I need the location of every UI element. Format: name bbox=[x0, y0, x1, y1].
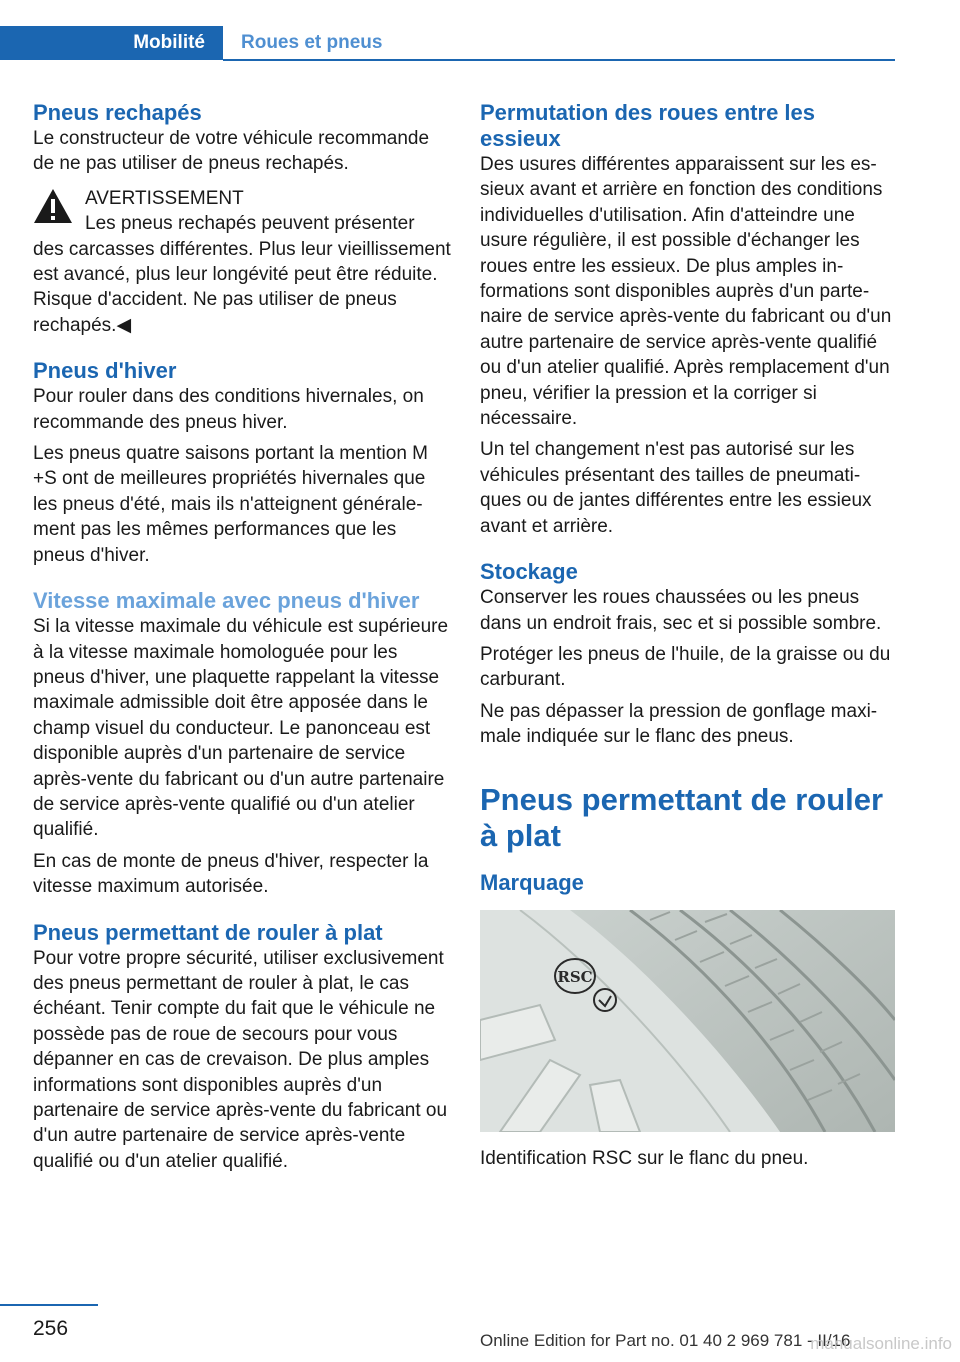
svg-text:RSC: RSC bbox=[557, 967, 593, 986]
heading-marquage: Marquage bbox=[480, 869, 584, 895]
left-column bbox=[33, 100, 451, 1174]
warning-triangle-icon bbox=[33, 188, 73, 224]
heading-rouler-a-plat: Pneus permettant de rouler à plat bbox=[33, 919, 383, 945]
heading-main-rouler-a-plat: Pneus permettant de rouler à plat bbox=[480, 781, 884, 853]
paragraph: Si la vitesse maximale du véhicule est supérieure à la vitesse maximale homologuée pour les pneus d'hiver, une plaquette rappelant la vitesse maximale admissible doit être apposée dans le champ visuel du conducteur. Le panonceau est disponible auprès d'un partenaire de service après-vente du fabricant ou d'un autre partenaire de service après-vente qualifié ou d'un atelier qualifié. bbox=[33, 616, 449, 841]
header-rule bbox=[223, 59, 895, 61]
paragraph: Conserver les roues chaussées ou les pneus dans un endroit frais, sec et si possible sombre. bbox=[480, 587, 882, 634]
warning-block bbox=[33, 186, 451, 338]
paragraph: Les pneus quatre saisons portant la mention M +S ont de meilleures propriétés hivernales que les pneus d'été, mais ils n'atteignent généralement pas les mêmes performances que les pneus d'hiver. bbox=[33, 443, 429, 566]
paragraph: Pour rouler dans des conditions hivernales, on recommande des pneus hiver. bbox=[33, 386, 424, 433]
heading-pneus-rechapes: Pneus rechapés bbox=[33, 100, 202, 125]
right-column bbox=[480, 100, 895, 1171]
heading-permutation: Permutation des roues entre les essieux bbox=[480, 100, 815, 151]
page-header bbox=[0, 26, 895, 62]
paragraph: Ne pas dépasser la pression de gonflage maximale indiquée sur le flanc des pneus. bbox=[480, 700, 878, 748]
watermark: manualsonline.info bbox=[810, 1334, 952, 1353]
paragraph: Pour votre propre sécurité, utiliser exclusivement des pneus permettant de rouler à plat, le cas échéant. Tenir compte du fait que le véhicule ne possède pas de roue de secours pour vous dépanner en cas de crevaison. De plus amples informations sont disponibles auprès d'un partenaire de service après-vente du fabricant ou d'un autre partenaire de service après-vente qualifié ou d'un atelier qualifié. bbox=[33, 947, 448, 1172]
footer-rule bbox=[0, 1304, 98, 1306]
tire-drawing bbox=[480, 910, 895, 1132]
section-tab[interactable]: Roues et pneus bbox=[241, 32, 383, 53]
chapter-tab[interactable]: Mobilité bbox=[0, 26, 223, 60]
heading-vitesse-maximale: Vitesse maximale avec pneus d'hiver bbox=[33, 588, 420, 614]
figure-caption: Identification RSC sur le flanc du pneu. bbox=[480, 1147, 809, 1169]
warning-text: des carcasses différentes. Plus leur vieillissement est avancé, plus leur longévité peut être réduite. Risque d'accident. Ne pas utiliser de pneus rechapés.◀ bbox=[33, 238, 451, 336]
paragraph: Des usures différentes apparaissent sur les essieux avant et arrière en fonction des conditions individuelles d'utilisation. Afin d'atteindre une usure régulière, il est possible d'échanger les roues entre les essieux. De plus amples informations sont disponibles auprès d'un partenaire de service après-vente du fabricant ou d'un autre partenaire de service après-vente qualifié ou d'un atelier qualifié. Après remplacement d'un pneu, vérifier la pression et la corriger si nécessaire. bbox=[480, 154, 892, 430]
page-number: 256 bbox=[33, 1317, 69, 1340]
warning-text-first: Les pneus rechapés peuvent présenter bbox=[85, 213, 415, 235]
edition-line: Online Edition for Part no. 01 40 2 969 781 - II/16 bbox=[480, 1331, 851, 1350]
paragraph: Protéger les pneus de l'huile, de la graisse ou du carburant. bbox=[480, 643, 891, 691]
tire-illustration bbox=[480, 910, 895, 1132]
paragraph: Un tel changement n'est pas autorisé sur les véhicules présentant des tailles de pneumatiques ou de jantes différentes entre les essieux avant et arrière. bbox=[480, 439, 872, 537]
warning-title: AVERTISSEMENT bbox=[85, 187, 244, 209]
paragraph: Le constructeur de votre véhicule recommande de ne pas utiliser de pneus rechapés. bbox=[33, 128, 430, 175]
paragraph: En cas de monte de pneus d'hiver, respecter la vitesse maximum autorisée. bbox=[33, 850, 429, 898]
heading-stockage: Stockage bbox=[480, 559, 578, 585]
heading-pneus-hiver: Pneus d'hiver bbox=[33, 358, 177, 384]
